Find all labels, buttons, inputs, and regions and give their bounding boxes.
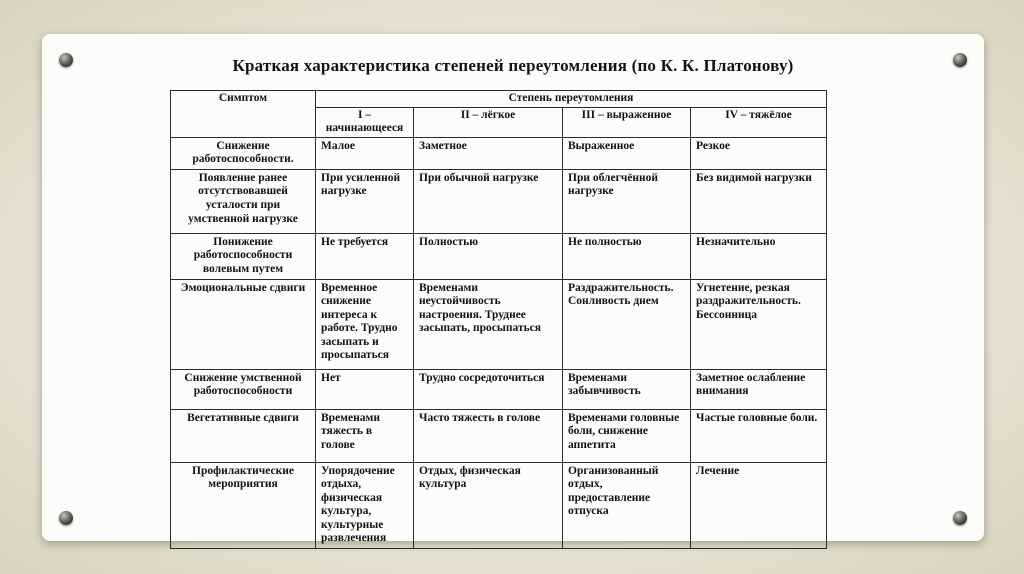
symptom-cell: Профилактические мероприятия bbox=[171, 462, 316, 548]
value-cell: Незначительно bbox=[691, 233, 827, 279]
table-row bbox=[171, 409, 827, 462]
value-cell: Заметное ослабление внимания bbox=[691, 369, 827, 409]
degree-column-header: II – лёгкое bbox=[414, 107, 563, 137]
table-row bbox=[171, 169, 827, 233]
value-cell: Раздражительность. Сонливость днем bbox=[563, 279, 691, 369]
symptom-cell: Понижение работоспособности волевым путем bbox=[171, 233, 316, 279]
degree-column-header: III – выраженное bbox=[563, 107, 691, 137]
corner-pin-icon bbox=[59, 511, 73, 525]
value-cell: При обычной нагрузке bbox=[414, 169, 563, 233]
table-row bbox=[171, 369, 827, 409]
symptom-cell: Вегетативные сдвиги bbox=[171, 409, 316, 462]
value-cell: Выраженное bbox=[563, 137, 691, 169]
table-row bbox=[171, 137, 827, 169]
value-cell: Трудно сосредоточиться bbox=[414, 369, 563, 409]
table-row bbox=[171, 233, 827, 279]
degree-header: Степень переутомления bbox=[316, 91, 827, 108]
value-cell: При облегчённой нагрузке bbox=[563, 169, 691, 233]
value-cell: Частые головные боли. bbox=[691, 409, 827, 462]
degree-column-header: I – начинающееся bbox=[316, 107, 414, 137]
symptom-cell: Эмоциональные сдвиги bbox=[171, 279, 316, 369]
value-cell: Временами забывчивость bbox=[563, 369, 691, 409]
value-cell: Временами головные боли, снижение аппетита bbox=[563, 409, 691, 462]
table-header-row bbox=[171, 91, 827, 108]
value-cell: Не требуется bbox=[316, 233, 414, 279]
symptom-header: Симптом bbox=[171, 91, 316, 138]
value-cell: Временами неустойчивость настроения. Труднее засыпать, просыпаться bbox=[414, 279, 563, 369]
table-row bbox=[171, 462, 827, 548]
value-cell: Не полностью bbox=[563, 233, 691, 279]
slide-title: Краткая характеристика степеней переутомления (по К. К. Платонову) bbox=[232, 56, 794, 75]
degree-column-header: IV – тяжёлое bbox=[691, 107, 827, 137]
slide-card bbox=[42, 34, 984, 545]
symptom-cell: Появление ранее отсутствовавшей усталости при умственной нагрузке bbox=[171, 169, 316, 233]
value-cell: Упорядочение отдыха, физическая культура, культурные развлечения bbox=[316, 462, 414, 548]
value-cell: Полностью bbox=[414, 233, 563, 279]
value-cell: Заметное bbox=[414, 137, 563, 169]
value-cell: Организованный отдых, предоставление отпуска bbox=[563, 462, 691, 548]
value-cell: Временное снижение интереса к работе. Трудно засыпать и просыпаться bbox=[316, 279, 414, 369]
symptom-cell: Снижение умственной работоспособности bbox=[171, 369, 316, 409]
value-cell: Временами тяжесть в голове bbox=[316, 409, 414, 462]
value-cell: Отдых, физическая культура bbox=[414, 462, 563, 548]
overfatigue-table bbox=[170, 90, 827, 549]
table-row bbox=[171, 279, 827, 369]
symptom-cell: Снижение работоспособности. bbox=[171, 137, 316, 169]
value-cell: Часто тяжесть в голове bbox=[414, 409, 563, 462]
value-cell: При усиленной нагрузке bbox=[316, 169, 414, 233]
value-cell: Без видимой нагрузки bbox=[691, 169, 827, 233]
corner-pin-icon bbox=[953, 511, 967, 525]
value-cell: Нет bbox=[316, 369, 414, 409]
value-cell: Малое bbox=[316, 137, 414, 169]
value-cell: Лечение bbox=[691, 462, 827, 548]
value-cell: Резкое bbox=[691, 137, 827, 169]
value-cell: Угнетение, резкая раздражительность. Бессонница bbox=[691, 279, 827, 369]
